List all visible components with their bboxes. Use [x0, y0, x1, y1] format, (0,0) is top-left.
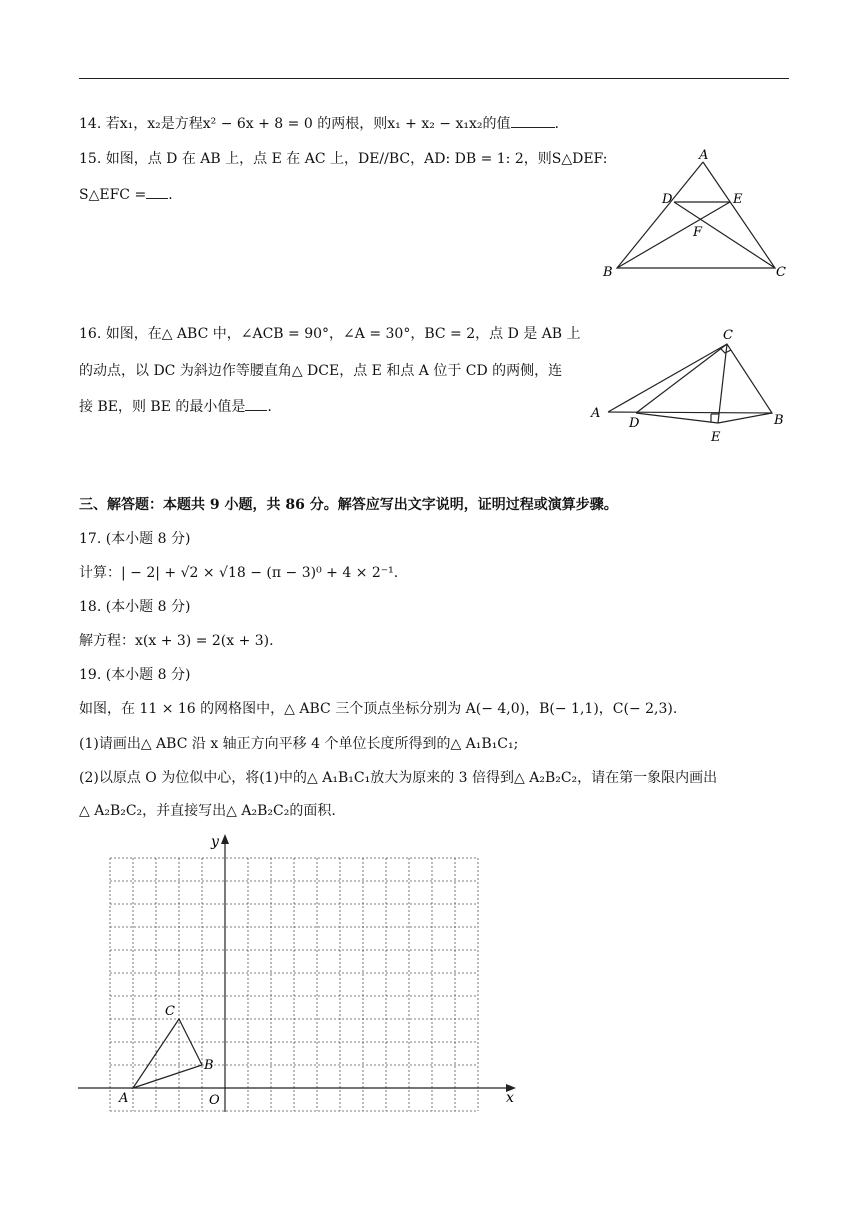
question-19-part1: (1)请画出△ ABC 沿 x 轴正方向平移 4 个单位长度所得到的△ A₁B₁C₁;	[79, 736, 519, 752]
label-C: C	[723, 328, 733, 343]
label-B: B	[774, 413, 784, 428]
question-15-line1: 15. 如图，点 D 在 AB 上，点 E 在 AC 上，DE//BC，AD: DB = 1: 2，则S△DEF:	[79, 151, 608, 167]
point-b-label: B	[204, 1058, 214, 1073]
label-A: A	[591, 406, 601, 421]
question-16-line3	[79, 398, 272, 416]
question-16-tail: .	[267, 399, 272, 415]
question-14-text: 14. 若x₁，x₂是方程x² − 6x + 8 = 0 的两根，则x₁ + x₂ − x₁x₂的值	[79, 116, 511, 132]
question-19-part2-line2: △ A₂B₂C₂，并直接写出△ A₂B₂C₂的面积.	[79, 803, 336, 819]
label-D: D	[662, 192, 673, 207]
label-B: B	[603, 265, 613, 280]
question-17-title: 17. (本小题 8 分)	[79, 531, 191, 547]
question-19-title: 19. (本小题 8 分)	[79, 667, 191, 683]
point-a-label: A	[119, 1091, 129, 1106]
section-3-heading: 三、解答题：本题共 9 小题，共 86 分。解答应写出文字说明，证明过程或演算步骤。	[79, 497, 618, 513]
question-15-tail: .	[168, 187, 173, 203]
question-17-body: 计算：| − 2| + √2 × √18 − (π − 3)⁰ + 4 × 2⁻¹.	[79, 565, 399, 581]
question-14	[79, 115, 559, 133]
y-axis-label: y	[211, 834, 219, 850]
label-E: E	[733, 192, 743, 207]
question-16-line2: 的动点，以 DC 为斜边作等腰直角△ DCE，点 E 和点 A 位于 CD 的两侧，连	[79, 363, 563, 379]
question-18-title: 18. (本小题 8 分)	[79, 599, 191, 615]
label-D: D	[629, 416, 640, 431]
answer-blank	[245, 410, 267, 411]
answer-blank	[146, 198, 168, 199]
question-16-line3-prefix: 接 BE，则 BE 的最小值是	[79, 399, 246, 415]
label-A: A	[699, 148, 709, 163]
question-18-body: 解方程：x(x + 3) = 2(x + 3).	[79, 633, 274, 649]
header-rule	[79, 78, 789, 79]
triangle-figure-15	[595, 145, 795, 285]
origin-label: O	[209, 1093, 220, 1108]
answer-blank	[511, 127, 555, 128]
y-axis-arrow	[221, 834, 229, 844]
grid-lines	[110, 858, 478, 1111]
question-15-line2	[79, 186, 173, 204]
point-c-label: C	[165, 1004, 175, 1019]
label-C: C	[776, 265, 786, 280]
question-19-intro: 如图，在 11 × 16 的网格图中，△ ABC 三个顶点坐标分别为 A(− 4,0)，B(− 1,1)，C(− 2,3).	[79, 701, 678, 717]
question-16-line1: 16. 如图，在△ ABC 中，∠ACB = 90°，∠A = 30°，BC = 2，点 D 是 AB 上	[79, 326, 581, 342]
triangle-figure-16	[585, 325, 795, 445]
label-E: E	[711, 430, 721, 445]
x-axis-label: x	[506, 1090, 514, 1106]
question-19-part2-line1: (2)以原点 O 为位似中心，将(1)中的△ A₁B₁C₁放大为原来的 3 倍得到△ A₂B₂C₂，请在第一象限内画出	[79, 770, 718, 786]
coordinate-grid	[70, 830, 530, 1120]
label-F: F	[693, 225, 703, 240]
question-15-line2-prefix: S△EFC =	[79, 187, 147, 203]
triangle-abc	[133, 1019, 202, 1088]
question-14-tail: .	[554, 116, 559, 132]
